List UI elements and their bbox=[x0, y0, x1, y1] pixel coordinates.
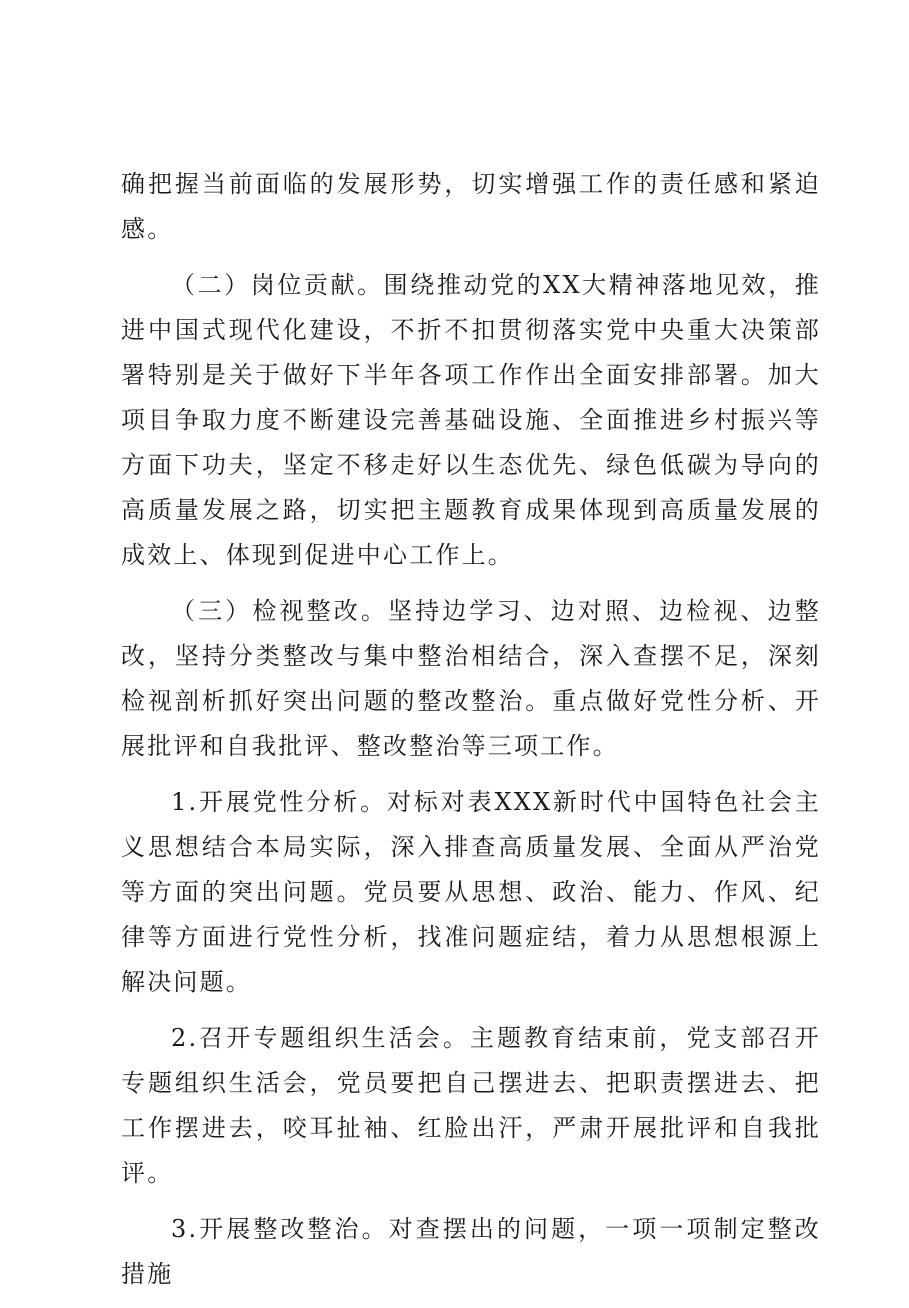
paragraph-section-2: （二）岗位贡献。围绕推动党的XX大精神落地见效，推进中国式现代化建设，不折不扣贯彻落实党中央重大决策部署特别是关于做好下半年各项工作作出全面安排部署。加大项目争取力度不断建设完善基础设施、全面推进乡村振兴等方面下功夫，坚定不移走好以生态优先、绿色低碳为导向的高质量发展之路，切实把主题教育成果体现到高质量发展的成效上、体现到促进中心工作上。 bbox=[121, 271, 821, 569]
paragraph-item-3: 3.开展整改整治。对查摆出的问题，一项一项制定整改措施 bbox=[121, 1215, 821, 1288]
paragraph-item-1: 1.开展党性分析。对标对表XXX新时代中国特色社会主义思想结合本局实际，深入排查高质量发展、全面从严治党等方面的突出问题。党员要从思想、政治、能力、作风、纪律等方面进行党性分析，找准问题症结，着力从思想根源上解决问题。 bbox=[121, 788, 821, 996]
paragraph-continuation: 确把握当前面临的发展形势，切实增强工作的责任感和紧迫感。 bbox=[121, 170, 821, 243]
document-body bbox=[121, 162, 821, 1308]
paragraph-section-3: （三）检视整改。坚持边学习、边对照、边检视、边整改，坚持分类整改与集中整治相结合，深入查摆不足，深刻检视剖析抓好突出问题的整改整治。重点做好党性分析、开展批评和自我批评、整改整治等三项工作。 bbox=[121, 597, 821, 760]
paragraph-item-2: 2.召开专题组织生活会。主题教育结束前，党支部召开专题组织生活会，党员要把自己摆进去、把职责摆进去、把工作摆进去，咬耳扯袖、红脸出汗，严肃开展批评和自我批评。 bbox=[121, 1024, 821, 1187]
